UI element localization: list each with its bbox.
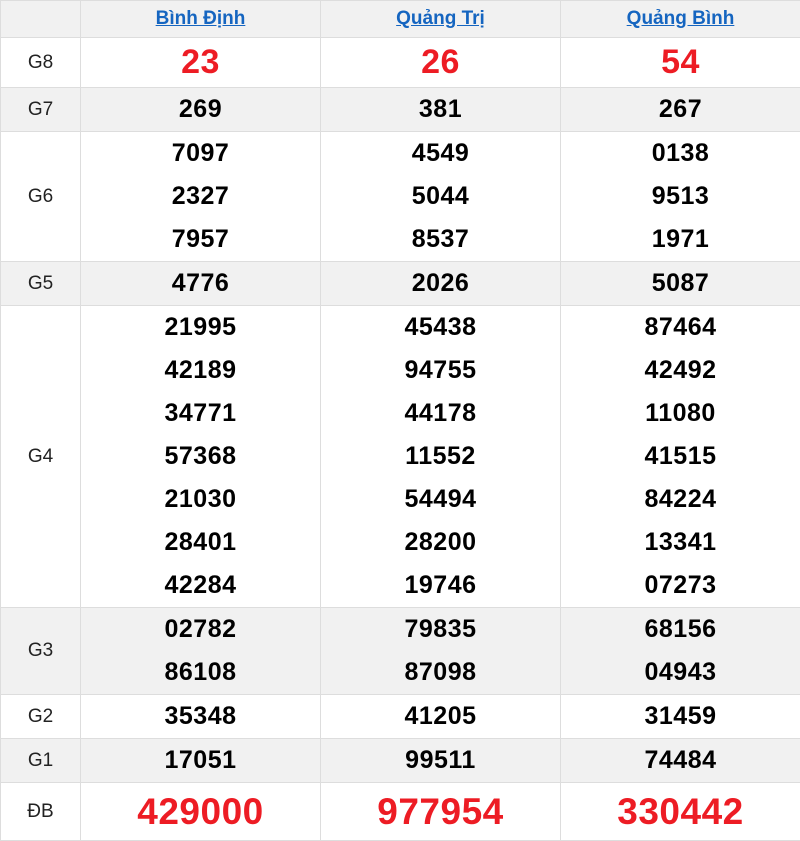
province-link-binh-dinh[interactable]: Bình Định <box>156 8 246 29</box>
prize-number: 2327 <box>81 175 320 218</box>
row-label-g8: G8 <box>1 38 81 88</box>
prize-row-g1 <box>1 739 800 783</box>
prize-number: 99511 <box>321 739 560 782</box>
prize-number: 330442 <box>561 783 800 840</box>
prize-number: 54 <box>561 38 800 87</box>
prize-number: 74484 <box>561 739 800 782</box>
prize-row-g4 <box>1 306 800 608</box>
prize-number: 7957 <box>81 218 320 261</box>
prize-number: 13341 <box>561 521 800 564</box>
prize-number: 54494 <box>321 478 560 521</box>
prize-number: 31459 <box>561 695 800 738</box>
prize-number: 34771 <box>81 392 320 435</box>
prize-cell <box>561 739 800 783</box>
prize-number: 7097 <box>81 132 320 175</box>
prize-number: 07273 <box>561 564 800 607</box>
prize-number: 41205 <box>321 695 560 738</box>
prize-row-g6 <box>1 132 800 262</box>
prize-number: 35348 <box>81 695 320 738</box>
prize-cell <box>561 783 800 841</box>
prize-row-g2 <box>1 695 800 739</box>
prize-number: 57368 <box>81 435 320 478</box>
prize-number: 45438 <box>321 306 560 349</box>
prize-number: 4549 <box>321 132 560 175</box>
prize-row-g3 <box>1 608 800 695</box>
prize-cell <box>561 306 800 608</box>
prize-cell <box>81 783 321 841</box>
prize-cell <box>321 88 561 132</box>
prize-cell <box>561 88 800 132</box>
header-cell-quang-tri <box>321 1 561 38</box>
prize-cell <box>81 739 321 783</box>
prize-cell <box>561 608 800 695</box>
prize-number: 86108 <box>81 651 320 694</box>
prize-cell <box>81 695 321 739</box>
prize-number: 02782 <box>81 608 320 651</box>
prize-number: 44178 <box>321 392 560 435</box>
prize-number: 23 <box>81 38 320 87</box>
prize-number: 5087 <box>561 262 800 305</box>
row-label-g1: G1 <box>1 739 81 783</box>
prize-number: 1971 <box>561 218 800 261</box>
prize-row-g8 <box>1 38 800 88</box>
prize-cell <box>321 695 561 739</box>
prize-number: 19746 <box>321 564 560 607</box>
prize-row-db <box>1 783 800 841</box>
row-label-g6: G6 <box>1 132 81 262</box>
prize-row-g7 <box>1 88 800 132</box>
header-empty-cell <box>1 1 81 38</box>
prize-number: 267 <box>561 88 800 131</box>
prize-number: 28401 <box>81 521 320 564</box>
prize-cell <box>561 695 800 739</box>
prize-number: 11552 <box>321 435 560 478</box>
prize-cell <box>561 262 800 306</box>
prize-number: 0138 <box>561 132 800 175</box>
prize-cell <box>321 262 561 306</box>
prize-cell <box>321 739 561 783</box>
province-link-quang-binh[interactable]: Quảng Bình <box>627 8 735 29</box>
row-label-g2: G2 <box>1 695 81 739</box>
prize-cell <box>81 88 321 132</box>
prize-number: 977954 <box>321 783 560 840</box>
prize-cell <box>561 38 800 88</box>
prize-number: 5044 <box>321 175 560 218</box>
province-link-quang-tri[interactable]: Quảng Trị <box>396 8 485 29</box>
prize-number: 42492 <box>561 349 800 392</box>
header-row <box>1 1 800 38</box>
row-label-g7: G7 <box>1 88 81 132</box>
prize-cell <box>321 608 561 695</box>
prize-number: 381 <box>321 88 560 131</box>
prize-number: 94755 <box>321 349 560 392</box>
prize-number: 4776 <box>81 262 320 305</box>
prize-cell <box>81 608 321 695</box>
prize-number: 9513 <box>561 175 800 218</box>
prize-cell <box>561 132 800 262</box>
prize-number: 87464 <box>561 306 800 349</box>
prize-number: 42189 <box>81 349 320 392</box>
prize-cell <box>81 262 321 306</box>
prize-number: 11080 <box>561 392 800 435</box>
prize-number: 429000 <box>81 783 320 840</box>
row-label-g3: G3 <box>1 608 81 695</box>
prize-number: 8537 <box>321 218 560 261</box>
prize-cell <box>81 132 321 262</box>
prize-number: 87098 <box>321 651 560 694</box>
prize-number: 79835 <box>321 608 560 651</box>
prize-number: 68156 <box>561 608 800 651</box>
prize-cell <box>81 38 321 88</box>
prize-number: 41515 <box>561 435 800 478</box>
prize-number: 2026 <box>321 262 560 305</box>
prize-number: 17051 <box>81 739 320 782</box>
header-cell-quang-binh <box>561 1 800 38</box>
prize-number: 28200 <box>321 521 560 564</box>
prize-cell <box>321 306 561 608</box>
prize-row-g5 <box>1 262 800 306</box>
prize-cell <box>321 783 561 841</box>
prize-cell <box>81 306 321 608</box>
prize-number: 21995 <box>81 306 320 349</box>
prize-number: 269 <box>81 88 320 131</box>
row-label-g5: G5 <box>1 262 81 306</box>
prize-number: 42284 <box>81 564 320 607</box>
prize-cell <box>321 38 561 88</box>
header-cell-binh-dinh <box>81 1 321 38</box>
prize-number: 84224 <box>561 478 800 521</box>
prize-number: 21030 <box>81 478 320 521</box>
prize-number: 04943 <box>561 651 800 694</box>
row-label-g4: G4 <box>1 306 81 608</box>
prize-cell <box>321 132 561 262</box>
prize-number: 26 <box>321 38 560 87</box>
row-label-db: ĐB <box>1 783 81 841</box>
